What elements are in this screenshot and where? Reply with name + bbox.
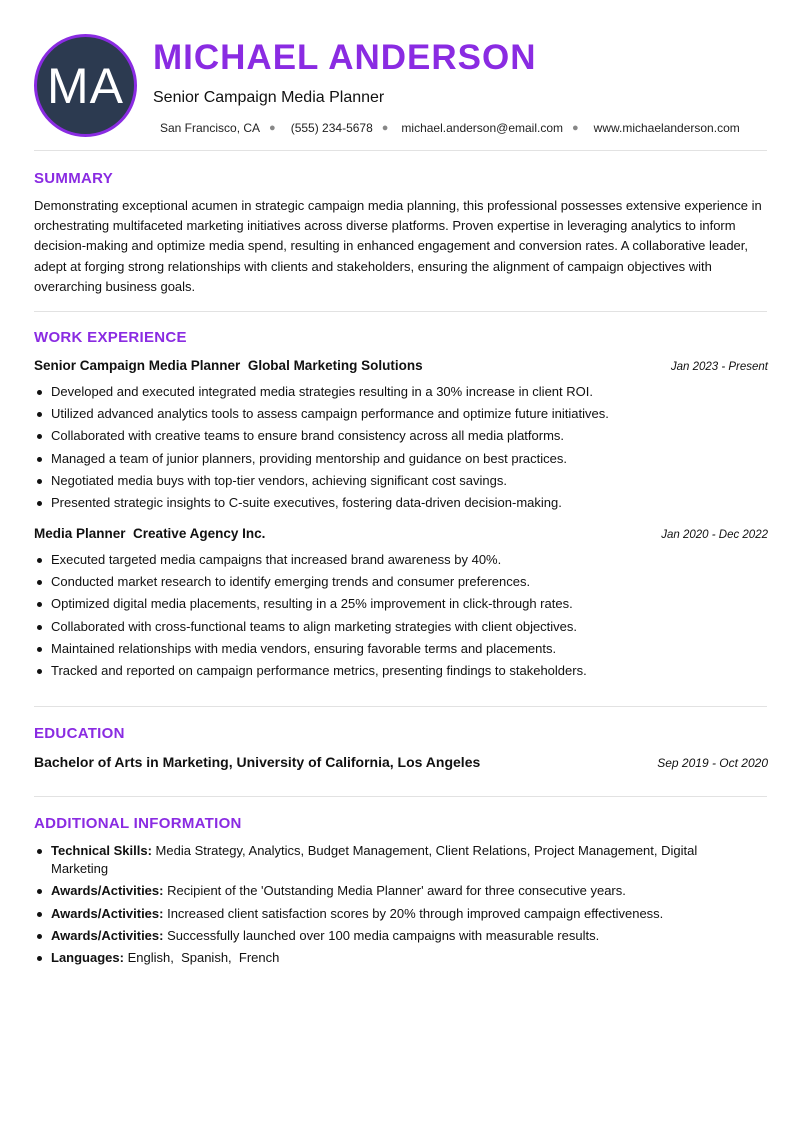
summary-text: Demonstrating exceptional acumen in strategic campaign media planning, this professional possesses extensive experience in orchestrating multifaceted marketing initiatives across diverse platforms. Proven expertise in leveraging analytics to inform decision-making and optimize media spend, resulting in enhanced engagement and conversion rates. A collaborative leader, adept at forging strong relationships with clients and stakeholders, ensuring the alignment of campaign objectives with overarching business goals.: [34, 198, 762, 294]
list-item: [34, 927, 714, 945]
education-heading: EDUCATION: [34, 725, 125, 742]
education-dates: Sep 2019 - Oct 2020: [657, 756, 768, 770]
additional-info-heading: ADDITIONAL INFORMATION: [34, 815, 242, 832]
list-item: Collaborated with cross-functional teams to align marketing strategies with client objectives.: [34, 618, 768, 640]
contact-bar: [160, 121, 740, 135]
job-bullets: [34, 383, 768, 516]
candidate-title: Senior Campaign Media Planner: [153, 89, 385, 106]
education-divider: [34, 796, 767, 797]
separator-dot-icon: ●: [269, 122, 276, 134]
list-item: Conducted market research to identify emerging trends and consumer preferences.: [34, 573, 768, 595]
list-item: [34, 882, 714, 900]
work-experience-heading: WORK EXPERIENCE: [34, 329, 187, 346]
separator-dot-icon: ●: [572, 122, 579, 134]
education-entry: [34, 754, 768, 770]
list-item: Presented strategic insights to C-suite executives, fostering data-driven decision-making.: [34, 494, 768, 516]
list-item: [34, 949, 714, 967]
list-item: [34, 905, 714, 923]
job-header: [34, 526, 768, 541]
info-text: Increased client satisfaction scores by 20% through improved campaign effectiveness.: [167, 905, 664, 921]
list-item: Optimized digital media placements, resulting in a 25% improvement in click-through rates.: [34, 595, 768, 617]
summary-heading: SUMMARY: [34, 170, 114, 187]
list-item: [34, 842, 714, 878]
contact-phone[interactable]: (555) 234-5678: [290, 121, 373, 135]
job-dates: Jan 2023 - Present: [670, 361, 768, 373]
education-degree: Bachelor of Arts in Marketing, University of California, Los Angeles: [34, 754, 481, 770]
list-item: Maintained relationships with media vendors, ensuring favorable terms and placements.: [34, 640, 768, 662]
info-label: Awards/Activities:: [51, 905, 164, 921]
list-item: Negotiated media buys with top-tier vendors, achieving significant cost savings.: [34, 472, 768, 494]
info-text: Successfully launched over 100 media campaigns with measurable results.: [167, 927, 600, 943]
list-item: Collaborated with creative teams to ensure brand consistency across all media platforms.: [34, 427, 768, 449]
info-label: Languages:: [51, 950, 124, 966]
job-bullets: [34, 551, 768, 684]
candidate-name: MICHAEL ANDERSON: [153, 38, 537, 77]
list-item: Utilized advanced analytics tools to assess campaign performance and optimize future initiatives.: [34, 405, 768, 427]
list-item: Tracked and reported on campaign performance metrics, presenting findings to stakeholders.: [34, 662, 768, 684]
list-item: Managed a team of junior planners, providing mentorship and guidance on best practices.: [34, 450, 768, 472]
list-item: Executed targeted media campaigns that increased brand awareness by 40%.: [34, 551, 768, 573]
info-label: Technical Skills:: [51, 843, 152, 858]
info-label: Awards/Activities:: [51, 883, 164, 899]
avatar-initials: MA: [47, 57, 124, 114]
summary-divider: [34, 311, 767, 312]
job-dates: Jan 2020 - Dec 2022: [661, 529, 768, 541]
job-title: Media Planner Creative Agency Inc.: [34, 526, 266, 541]
header-divider: [34, 150, 767, 151]
contact-location: San Francisco, CA: [160, 121, 261, 135]
list-item: Developed and executed integrated media strategies resulting in a 30% increase in client ROI.: [34, 383, 768, 405]
job-company: Creative Agency Inc.: [133, 526, 266, 541]
info-text: Media Strategy, Analytics, Budget Management, Client Relations, Project Management, Digital Marketing: [51, 843, 698, 876]
job-title: Senior Campaign Media Planner Global Marketing Solutions: [34, 358, 423, 373]
job-header: [34, 358, 768, 373]
info-label: Awards/Activities:: [51, 927, 164, 943]
contact-website[interactable]: www.michaelanderson.com: [593, 121, 740, 135]
job-company: Global Marketing Solutions: [247, 358, 423, 373]
experience-divider: [34, 706, 767, 707]
info-text: English, Spanish, French: [127, 950, 280, 966]
additional-info-list: [34, 842, 714, 971]
separator-dot-icon: ●: [381, 122, 389, 134]
info-text: Recipient of the 'Outstanding Media Planner' award for three consecutive years.: [167, 883, 626, 899]
avatar: [34, 34, 137, 137]
contact-email[interactable]: michael.anderson@email.com: [401, 121, 564, 135]
